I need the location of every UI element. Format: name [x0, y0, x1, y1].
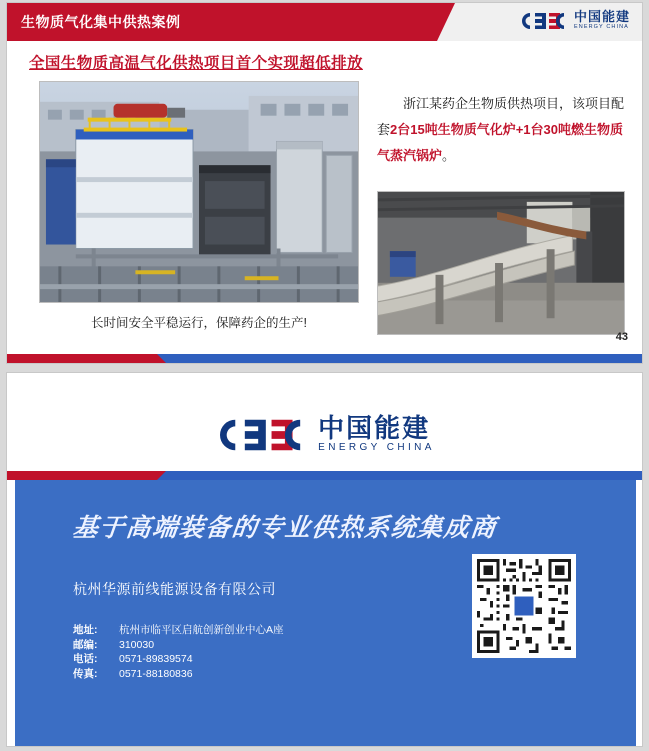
brand-logo-large — [7, 405, 643, 465]
divider-red-accent — [7, 471, 157, 480]
slide-header — [7, 3, 643, 41]
slide-biomass-case — [6, 2, 643, 364]
page-number: 43 — [615, 331, 628, 343]
company-name: 杭州华源前线能源设备有限公司 — [73, 581, 276, 597]
paragraph-text-2: 。 — [442, 148, 456, 163]
divider-band — [7, 471, 643, 480]
slide-heading: 全国生物质高温气化供热项目首个实现超低排放 — [29, 55, 363, 72]
contact-row-fax — [73, 667, 284, 682]
brand-name-en: ENERGY CHINA — [573, 24, 629, 30]
contact-row-address — [73, 623, 284, 638]
closing-panel — [15, 480, 636, 746]
brand-wordmark-large — [318, 415, 435, 455]
contact-value-address: 杭州市临平区启航创新创业中心A座 — [119, 624, 284, 636]
photo-pipe-interior — [377, 191, 625, 335]
slide-title: 生物质气化集中供热案例 — [21, 14, 181, 30]
contact-row-postcode — [73, 638, 284, 653]
paragraph-text-1: 浙江某药企生物质供热项目，该项目配套 — [377, 96, 625, 137]
brand-name-en-large: ENERGY CHINA — [318, 442, 435, 453]
contact-label-phone: 电话: — [73, 653, 98, 665]
brand-logo-header — [520, 10, 630, 32]
contact-block — [73, 623, 284, 681]
contact-value-fax: 0571-88180836 — [119, 667, 193, 680]
slide-footer-bar — [7, 354, 643, 363]
photo-caption-left: 长时间安全平稳运行，保障药企的生产! — [91, 316, 307, 330]
footer-red-accent — [7, 354, 157, 363]
contact-label-fax: 传真: — [73, 667, 98, 680]
ceec-logo-icon-large — [216, 414, 308, 456]
contact-value-postcode: 310030 — [119, 638, 155, 651]
contact-label-postcode: 邮编: — [73, 638, 98, 651]
brand-name-cn: 中国能建 — [573, 9, 630, 24]
contact-value-phone: 0571-89839574 — [119, 653, 193, 665]
contact-label-address: 地址: — [73, 624, 98, 636]
brand-name-cn-large: 中国能建 — [318, 413, 431, 443]
company-slogan: 基于高端装备的专业供热系统集成商 — [71, 515, 499, 542]
slide-closing — [6, 372, 643, 747]
qr-code[interactable] — [472, 554, 576, 658]
paragraph-highlight: 2台15吨生物质气化炉+1台30吨燃生物质气蒸汽锅炉 — [377, 122, 623, 163]
brand-wordmark — [574, 11, 630, 31]
slide-paragraph — [377, 91, 625, 169]
ceec-logo-icon — [520, 10, 568, 32]
contact-row-phone — [73, 652, 284, 667]
photo-plant-exterior — [39, 81, 359, 303]
